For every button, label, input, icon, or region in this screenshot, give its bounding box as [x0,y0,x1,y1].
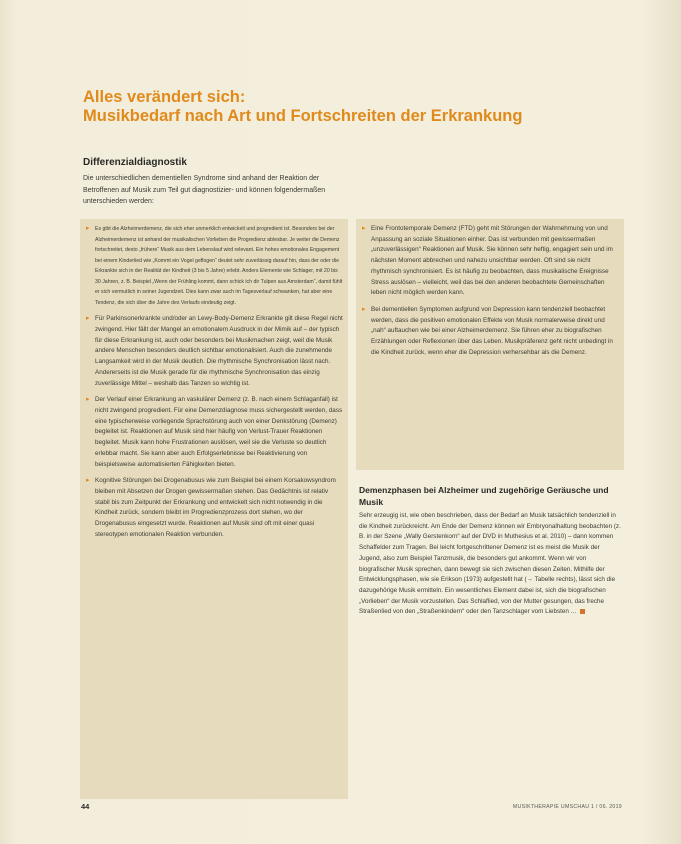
bullet-arrow-icon: ▸ [86,396,90,404]
bullet-text: Der Verlauf einer Erkrankung an vaskulärer Demenz (z. B. nach einem Schlaganfall) ist nicht zwingend progredient. Für eine Demenzdiagnose muss sichergestellt werden, dass eine typischerweise vorliegende Sprachstörung auch von einer Denkstörung (Demenz) begleitet ist. Reaktionen auf Musik sind hier häufig von Verlust-Trauer Reaktionen begleitet. Musik kann hohe Frustrationen auslösen, weil sie die Verluste so deutlich erlebbar macht. Sie kann aber auch Erfolgserlebnisse bei Reaktivierung von beispielsweise automatisierten Fähigkeiten bieten. [95,396,343,468]
heading-line-2: Musikbedarf nach Art und Fortschreiten der Erkrankung [83,107,523,125]
heading-line-1: Alles verändert sich: [83,88,246,106]
bullet-text: Bei dementiellen Symptomen aufgrund von Depression kann tendenziell beobachtet werden, dass die positiven emotionalen Effekte von Musik normalerweise direkt und „nah“ auftauchen wie bei einer Alzheimerdemenz. Sie führen eher zu biografischen Erzählungen oder Reflexionen über das Leben. Musikpräferenz geht nicht unbedingt in die Kindheit zurück, wenn eher die Depression verhersehbar als die Demenz. [371,305,613,356]
subsection-title: Demenzphasen bei Alzheimer und zugehörige Geräusche und Musik [359,485,609,507]
bullet-text: Eine Frontotemporale Demenz (FTD) geht mit Störungen der Wahrnehmung von und Anpassung an soziale Situationen einher. Das ist verbunden mit gewissermaßen „unzuverlässigen“ Reaktionen auf Musik. Sie können sehr heftig, engagiert sein und im nächsten Moment abbrechen und nahezu unsichtbar werden. Oft sind sie nicht rhythmisch synchronisiert. Es ist häufig zu beobachten, dass musikalische Ereignisse Stress auslösen – vielleicht, weil das bei den anderen beobachtete Gemeinschaften leben nicht möglich werden kann. [371,225,613,297]
body-text: Sehr erzeugig ist, wie oben beschrieben, dass der Bedarf an Musik tatsächlich tendenziell in die Kindheit zurückreicht. Am Ende der Demenz können wir Embryonalhaltung beobachten (z. B. in der Szene „Wally Gerstenkorn“ auf der DVD in Muthesius et al. 2010) – dann kommen Schaffelder zum Tragen. Bei leicht fortgeschrittener Demenz ist es meist die Musik der Jugend, also zum Beispiel Tanzmusik, die besonders gut ankommt. Wenn wir von biografischer Musik sprechen, dann bewegt sie sich zwischen diesen Zeiten. Mithilfe der Entwicklungsphasen, wie sie Erikson (1973) aufgestellt hat (→ Tabelle rechts), lässt sich die dazugehörige Musik ermitteln. Ein wesentliches Element dabei ist, sich die biografischen „Vorlieben“ der Musik vorzustellen. Das Schlaflied, von der Mutter gesungen, das freche Straßenlied von den „Straßenkindern“ oder den Tanzschlager vom Liebsten … [359,512,621,616]
right-info-box [356,219,624,470]
bullet-item [86,395,344,470]
bullet-text: Es gibt die Alzheimerdemenz, die sich eher unmerklich entwickelt und progredient ist. Besonders bei der Alzheimerdemenz ist anhand der musikalischen Vorlieben die Progredienz ablesbar. Je weiter die Demenz fortschreitet, desto „frühere“ Musik aus dem Lebenslauf wird relevant. Ein hohes emotionales Engagement bei einem Kinderlied wie „Kommt ein Vogel geflogen“ deutet sehr zuverlässig darauf hin, dass der oder die Erkrankte sich in der Realität der Kindheit (3 bis 5 Jahre) erlebt. Anders Elemente wie Schlager, mit 20 bis 30 Jahren, z. B. Beispiel „Wenn der Frühling kommt, dann schick ich dir Tulpen aus Amsterdam“, damit fühlt er sich vermutlich in seiner Jugendzeit. Dies kann zwar auch im Tagesverlauf schwanken, hat aber eine Tendenz, die sich über die Jahre des Verlaufs eindeutig zeigt. [95,226,343,306]
bullet-item [86,314,344,389]
left-bullet-list [86,224,344,546]
bullet-item [362,305,620,359]
journal-footer: MUSIKTHERAPIE UMSCHAU 1 / 06. 2019 [512,804,622,810]
bullet-item [86,476,344,540]
body-paragraph [359,511,623,618]
bullet-arrow-icon: ▸ [86,477,90,485]
bullet-text: Für Parkinsonerkrankte und/oder an Lewy-Body-Demenz Erkrankte gilt diese Regel nicht zwingend. Hier fällt der Mangel an emotionalem Ausdruck in der Mimik auf – der typisch für diese Erkrankung ist, auch oder besonders bei Musikmachen zeigt, weil die Musik andere Menschen besonders deutlich sichtbar emotionalisiert. Auch die zunehmende Langsamkeit wird in der Musik deutlich. Die rhythmische Synchronisation lässt nach. Andererseits ist die Musik gerade für die rhythmische Synchronisation das einzig zuverlässige Mittel – weshalb das Tanzen so wichtig ist. [95,315,343,387]
bullet-arrow-icon: ▸ [362,225,366,232]
right-bullet-list [362,224,620,364]
page-number: 44 [81,802,90,811]
left-info-box [80,219,348,799]
bullet-arrow-icon: ▸ [86,225,90,232]
end-mark-icon [580,609,585,614]
bullet-arrow-icon: ▸ [86,315,90,323]
bullet-arrow-icon: ▸ [362,305,366,313]
bullet-text: Kognitive Störungen bei Drogenabusus wie zum Beispiel bei einem Korsakowsyndrom bleiben mit Absetzen der Drogen gewissermaßen stehen. Das Gedächtnis ist relativ stabil bis zum Zeitpunkt der Erkrankung und entwickelt sich nicht notwendig in die Kindheit zurück, sondern bleibt im Progredienzprozess dort stehen, wo der Drogenabusus eingesetzt wurde. Reaktionen auf Musik sind oft mit einer quasi stereotypen emotionalen Reaktion verbunden. [95,477,336,538]
bullet-item [362,224,620,299]
section-title: Differenzialdiagnostik [83,157,187,168]
article-heading [83,88,603,126]
intro-paragraph: Die unterschiedlichen dementiellen Syndrome sind anhand der Reaktion der Betroffenen auf Musik zum Teil gut diagnostizier- und können folgendermaßen unterschieden werden: [83,175,326,205]
bullet-item [86,224,344,308]
